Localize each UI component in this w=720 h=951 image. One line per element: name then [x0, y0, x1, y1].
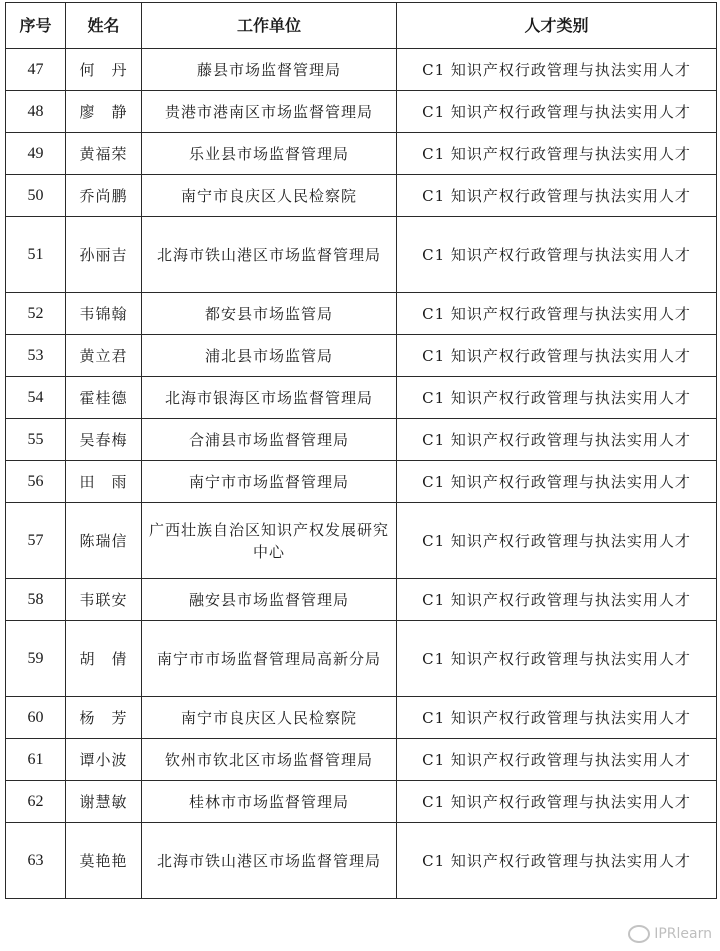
cell-unit: 南宁市良庆区人民检察院 [142, 175, 397, 217]
table-row [6, 823, 717, 899]
table-row [6, 377, 717, 419]
cell-unit: 都安县市场监管局 [142, 293, 397, 335]
cell-category: C1 知识产权行政管理与执法实用人才 [397, 419, 717, 461]
cell-no: 62 [6, 781, 66, 823]
cell-no: 58 [6, 579, 66, 621]
cell-unit: 融安县市场监督管理局 [142, 579, 397, 621]
table-row [6, 335, 717, 377]
table-row [6, 697, 717, 739]
table-row [6, 133, 717, 175]
cell-unit: 贵港市港南区市场监督管理局 [142, 91, 397, 133]
cell-name: 韦锦翰 [66, 293, 142, 335]
cell-category: C1 知识产权行政管理与执法实用人才 [397, 503, 717, 579]
table-row [6, 217, 717, 293]
cell-no: 50 [6, 175, 66, 217]
cell-unit: 广西壮族自治区知识产权发展研究中心 [142, 503, 397, 579]
cell-name: 乔尚鹏 [66, 175, 142, 217]
cell-category: C1 知识产权行政管理与执法实用人才 [397, 823, 717, 899]
cell-no: 55 [6, 419, 66, 461]
cell-name: 黄立君 [66, 335, 142, 377]
cell-name: 谭小波 [66, 739, 142, 781]
talent-list-table [5, 2, 717, 899]
cell-category: C1 知识产权行政管理与执法实用人才 [397, 461, 717, 503]
cell-unit: 北海市铁山港区市场监督管理局 [142, 823, 397, 899]
cell-name: 莫艳艳 [66, 823, 142, 899]
cell-unit: 北海市银海区市场监督管理局 [142, 377, 397, 419]
cell-unit: 南宁市市场监督管理局高新分局 [142, 621, 397, 697]
watermark [628, 925, 712, 943]
cell-category: C1 知识产权行政管理与执法实用人才 [397, 335, 717, 377]
cell-name: 胡 倩 [66, 621, 142, 697]
table-row [6, 739, 717, 781]
cell-name: 谢慧敏 [66, 781, 142, 823]
cell-no: 59 [6, 621, 66, 697]
cell-no: 47 [6, 49, 66, 91]
cell-unit: 北海市铁山港区市场监督管理局 [142, 217, 397, 293]
cell-category: C1 知识产权行政管理与执法实用人才 [397, 621, 717, 697]
wechat-icon [628, 925, 650, 943]
table-row [6, 91, 717, 133]
cell-category: C1 知识产权行政管理与执法实用人才 [397, 739, 717, 781]
cell-no: 53 [6, 335, 66, 377]
cell-no: 61 [6, 739, 66, 781]
cell-category: C1 知识产权行政管理与执法实用人才 [397, 781, 717, 823]
cell-unit: 合浦县市场监督管理局 [142, 419, 397, 461]
cell-category: C1 知识产权行政管理与执法实用人才 [397, 49, 717, 91]
table-row [6, 49, 717, 91]
cell-category: C1 知识产权行政管理与执法实用人才 [397, 133, 717, 175]
cell-category: C1 知识产权行政管理与执法实用人才 [397, 91, 717, 133]
header-unit: 工作单位 [142, 3, 397, 49]
cell-name: 黄福荣 [66, 133, 142, 175]
cell-no: 63 [6, 823, 66, 899]
cell-no: 49 [6, 133, 66, 175]
cell-name: 陈瑞信 [66, 503, 142, 579]
cell-category: C1 知识产权行政管理与执法实用人才 [397, 697, 717, 739]
cell-no: 60 [6, 697, 66, 739]
cell-name: 孙丽吉 [66, 217, 142, 293]
cell-category: C1 知识产权行政管理与执法实用人才 [397, 377, 717, 419]
header-no: 序号 [6, 3, 66, 49]
table-row [6, 419, 717, 461]
cell-unit: 南宁市市场监督管理局 [142, 461, 397, 503]
cell-category: C1 知识产权行政管理与执法实用人才 [397, 217, 717, 293]
cell-unit: 桂林市市场监督管理局 [142, 781, 397, 823]
table-row [6, 781, 717, 823]
cell-name: 田 雨 [66, 461, 142, 503]
table-header-row [6, 3, 717, 49]
cell-no: 52 [6, 293, 66, 335]
cell-unit: 钦州市钦北区市场监督管理局 [142, 739, 397, 781]
cell-category: C1 知识产权行政管理与执法实用人才 [397, 579, 717, 621]
cell-no: 57 [6, 503, 66, 579]
cell-no: 54 [6, 377, 66, 419]
cell-name: 何 丹 [66, 49, 142, 91]
cell-no: 56 [6, 461, 66, 503]
cell-name: 廖 静 [66, 91, 142, 133]
header-category: 人才类别 [397, 3, 717, 49]
table-row [6, 293, 717, 335]
cell-unit: 南宁市良庆区人民检察院 [142, 697, 397, 739]
watermark-text: IPRlearn [654, 926, 712, 942]
cell-no: 48 [6, 91, 66, 133]
cell-unit: 藤县市场监督管理局 [142, 49, 397, 91]
cell-no: 51 [6, 217, 66, 293]
cell-category: C1 知识产权行政管理与执法实用人才 [397, 175, 717, 217]
cell-name: 霍桂德 [66, 377, 142, 419]
table-row [6, 461, 717, 503]
cell-unit: 乐业县市场监督管理局 [142, 133, 397, 175]
table-row [6, 503, 717, 579]
cell-name: 杨 芳 [66, 697, 142, 739]
table-row [6, 175, 717, 217]
cell-name: 吴春梅 [66, 419, 142, 461]
table-row [6, 621, 717, 697]
cell-unit: 浦北县市场监管局 [142, 335, 397, 377]
header-name: 姓名 [66, 3, 142, 49]
cell-name: 韦联安 [66, 579, 142, 621]
cell-category: C1 知识产权行政管理与执法实用人才 [397, 293, 717, 335]
table-row [6, 579, 717, 621]
